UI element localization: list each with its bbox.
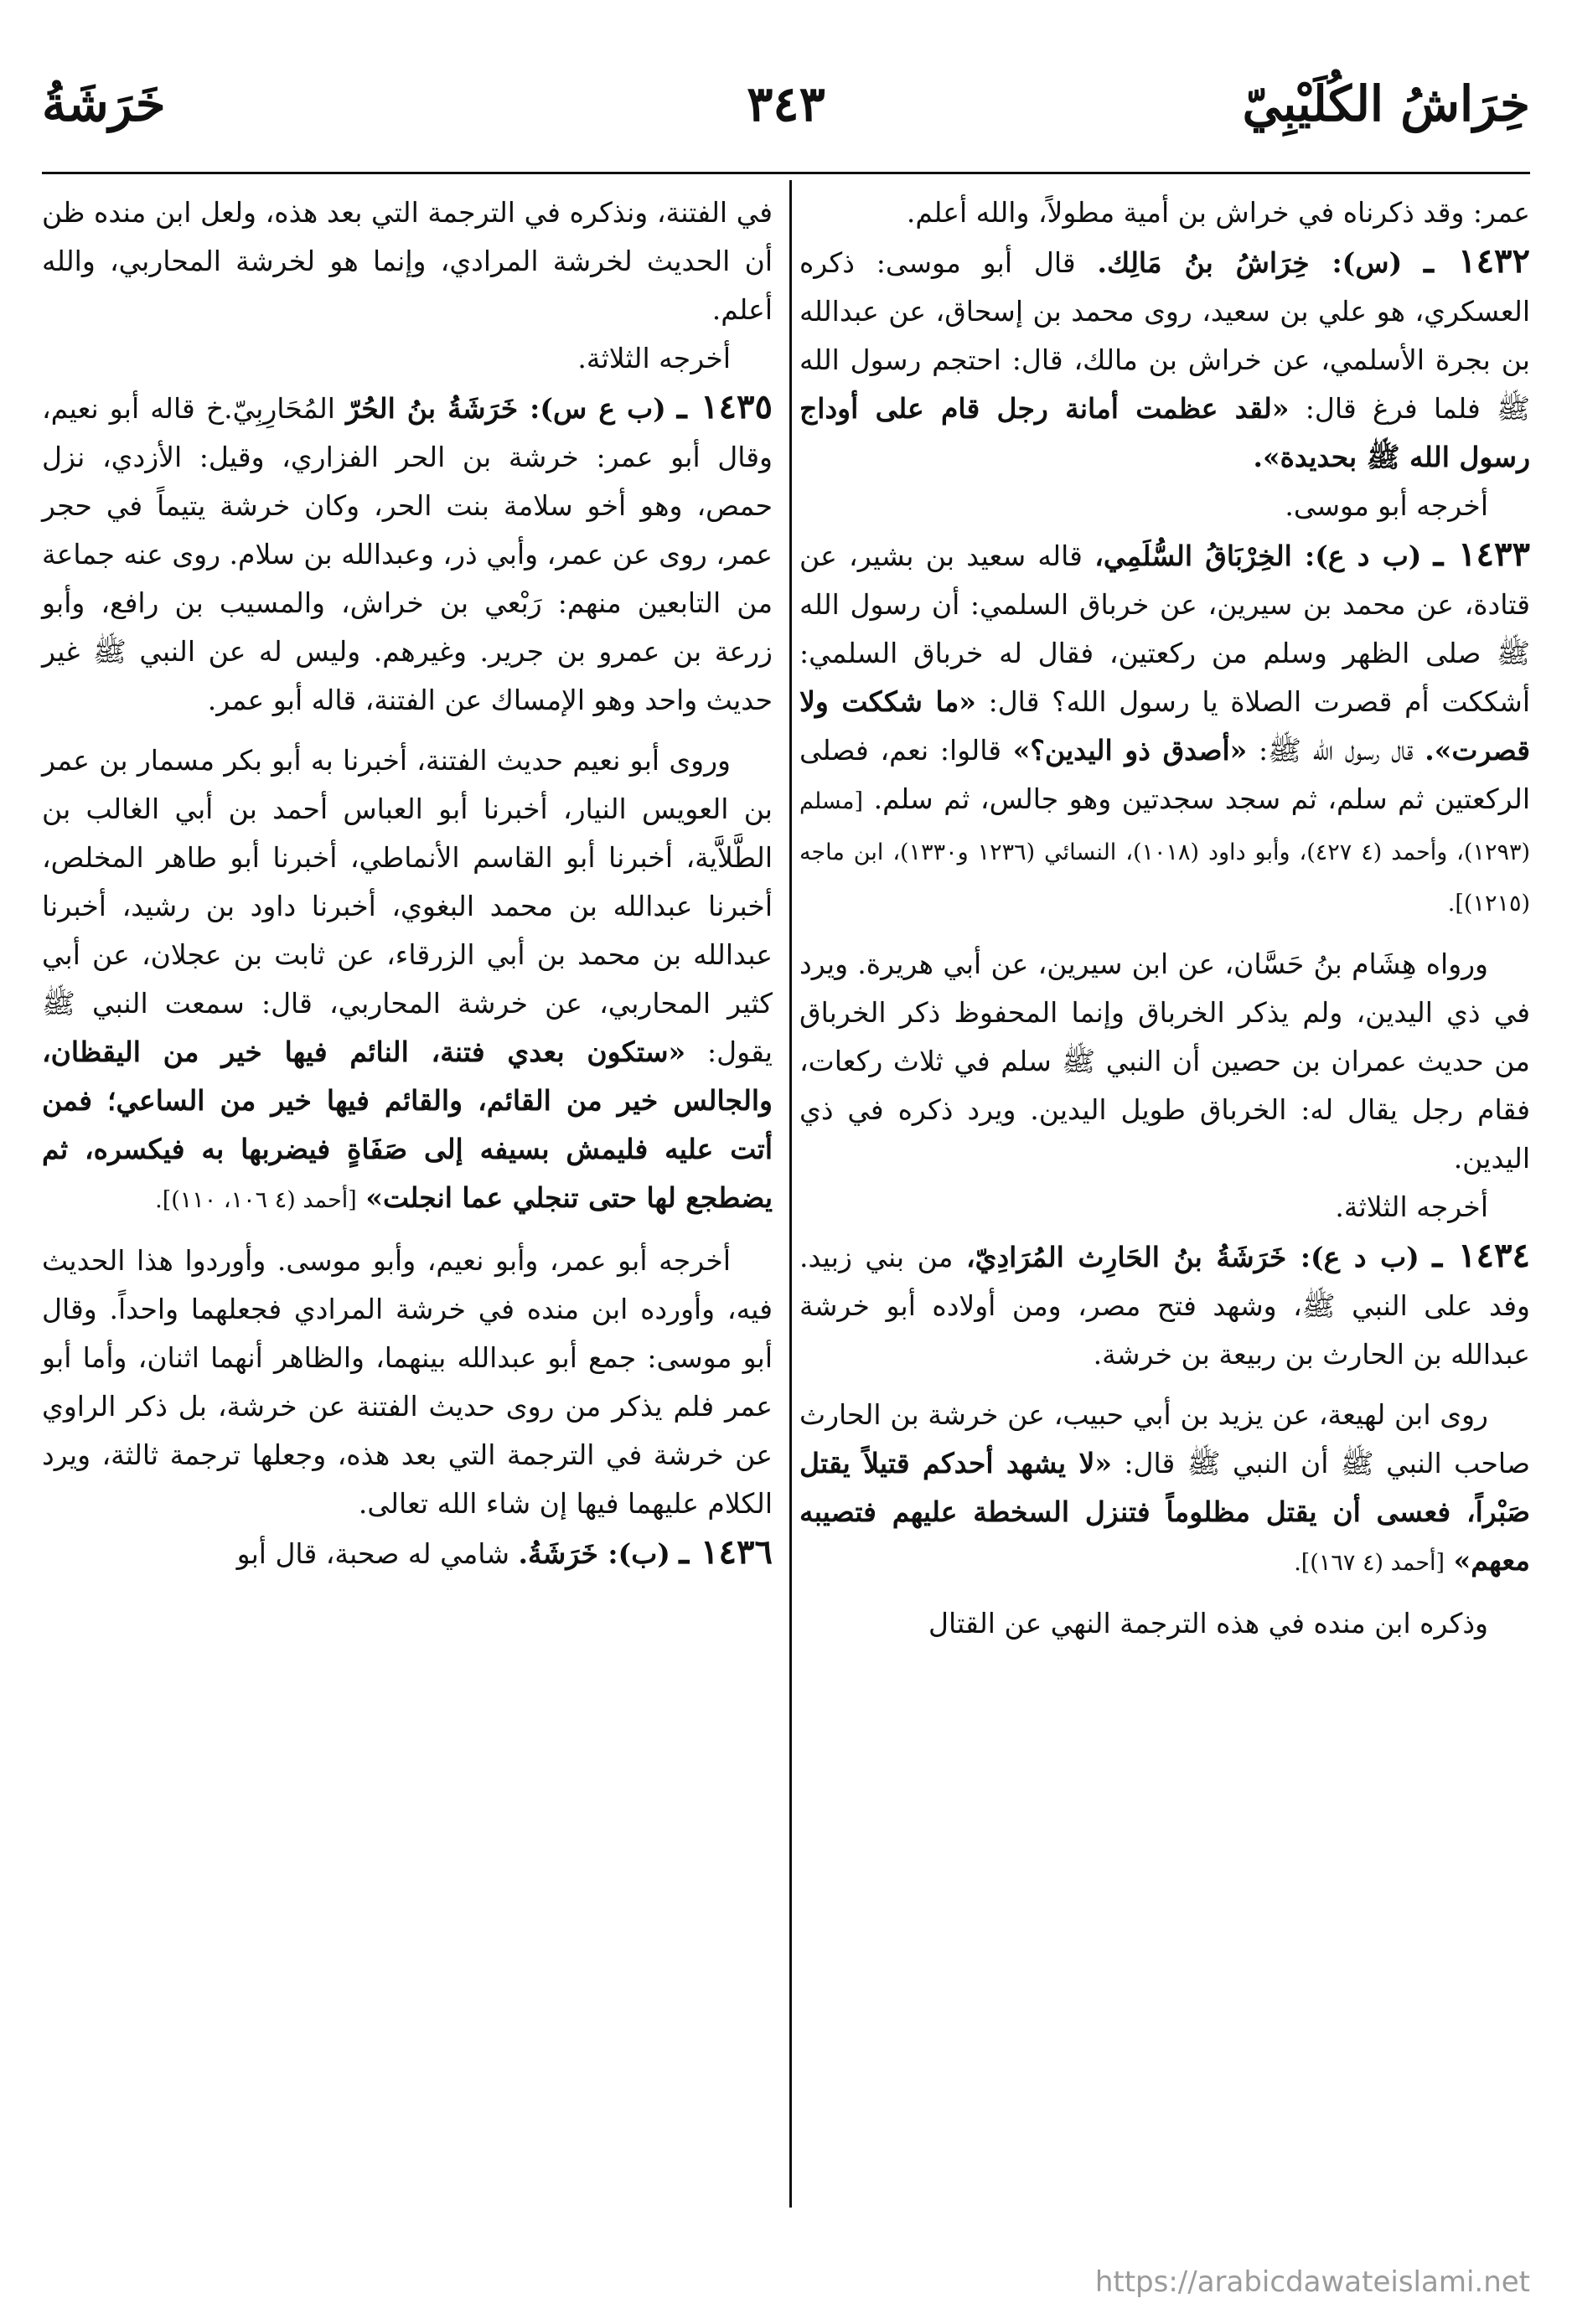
paragraph: وذكره ابن منده في هذه الترجمة النهي عن القتال — [928, 1607, 1488, 1640]
entry-text: قال رسول الله ﷺ: — [1258, 734, 1414, 767]
hadith-quote: «ما شككت ولا قصرت». — [799, 685, 1530, 767]
citation: [أحمد (٤ ١٠٦، ١١٠)]. — [155, 1187, 357, 1213]
watermark-url: https://arabicdawateislami.net — [1094, 2265, 1530, 2299]
paragraph-text: وروى أبو نعيم حديث الفتنة، أخبرنا به أبو بكر مسمار بن عمر بن العويس النيار، أخبرنا أبو العباس أحمد بن أبي الغالب بن الطَّلاَّية، أخبرنا أبو القاسم الأنماطي، أخبرنا أبو طاهر المخلص، أخبرنا عبدالله بن محمد البغوي، أخبرنا داود بن رشيد، أخبرنا عبدالله بن محمد بن أبي الزرقاء، عن ثابت بن عجلان، عن أبي كثير المحاربي، عن خرشة المحاربي، قال: سمعت النبي ﷺ يقول: — [42, 744, 773, 1068]
hadith-quote: «لقد عظمت أمانة رجل قام على أوداج رسول الله ﷺ بحديدة». — [799, 392, 1530, 473]
paragraph-gap — [799, 1379, 1530, 1391]
hadith-quote: «لا يشهد أحدكم قتيلاً يقتل صَبْراً، فعسى أن يقتل مظلوماً فتنزل السخطة عليهم فتصيبه معهم» — [799, 1447, 1530, 1577]
entry-1434 — [799, 1232, 1530, 1379]
header-rule — [42, 172, 1530, 174]
entry-1435 — [42, 383, 773, 725]
entry-1433 — [799, 530, 1530, 928]
entry-1432 — [799, 237, 1530, 482]
page-number: ٣٤٣ — [747, 75, 825, 132]
paragraph: عمر: وقد ذكرناه في خراش بن أمية مطولاً، والله أعلم. — [906, 196, 1530, 229]
entry-text: المُحَارِبِيّ.خ قاله أبو نعيم، وقال أبو عمر: خرشة بن الحر الفزاري، وقيل: الأزدي، نزل حمص، وهو أخو سلامة بنت الحر، وكان خرشة يتيماً في حجر عمر، روى عن عمر، وأبي ذر، وعبدالله بن سلام. روى عنه جماعة من التابعين منهم: رَبْعي بن خراش، والمسيب بن رافع، وأبو زرعة بن عمرو بن جرير. وغيرهم. وليس له عن النبي ﷺ غير حديث واحد وهو الإمساك عن الفتنة، قاله أبو عمر. — [42, 392, 773, 716]
paragraph-gap — [42, 725, 773, 736]
running-title-right: خِرَاشُ الكُلَيْبِيّ — [1242, 75, 1530, 132]
page-header — [42, 75, 1530, 151]
entry-number: ١٤٣٦ ـ — [679, 1532, 773, 1572]
entry-heading: (ب): خَرَشَةُ. — [518, 1537, 670, 1570]
entry-text: من بني زبيد. وفد على النبي ﷺ، وشهد فتح مصر، ومن أولاده أبو خرشة عبدالله بن الحارث بن ربيعة بن خرشة. — [799, 1241, 1530, 1371]
entry-text: قال أبو موسى: ذكره العسكري، هو علي بن سعيد، روى محمد بن إسحاق، عن عبدالله بن بجرة الأسلمي، عن خراش بن مالك، قال: احتجم رسول الله ﷺ فلما فرغ قال: — [799, 246, 1530, 425]
entry-1436 — [42, 1528, 773, 1578]
citation: [أحمد (٤ ١٦٧)]. — [1294, 1550, 1445, 1576]
right-column — [799, 189, 1530, 1648]
left-column — [42, 189, 773, 1578]
paragraph-text: روى ابن لهيعة، عن يزيد بن أبي حبيب، عن خرشة بن الحارث صاحب النبي ﷺ أن النبي ﷺ قال: — [799, 1398, 1530, 1480]
paragraph-gap — [799, 928, 1530, 940]
running-title-left: خَرَشَةُ — [42, 75, 166, 132]
attribution: أخرجه الثلاثة. — [1335, 1190, 1488, 1223]
hadith-quote: «ستكون بعدي فتنة، النائم فيها خير من اليقظان، والجالس خير من القائم، والقائم فيها خير من الساعي؛ فمن أتت عليه فليمش بسيفه إلى صَفَاةٍ فيضربها به فيكسره، ثم يضطجع لها حتى تنجلي عما انجلت» — [42, 1035, 773, 1214]
citation: [مسلم (١٢٩٣)، وأحمد (٤ ٤٢٧)، وأبو داود (١٠١٨)، النسائي (١٢٣٦ و١٣٣٠)، ابن ماجه (١٢١٥)]. — [799, 788, 1530, 917]
column-divider — [789, 180, 792, 2208]
entry-number: ١٤٣٥ ـ — [676, 387, 773, 426]
attribution: أخرجه أبو موسى. — [1285, 489, 1488, 522]
paragraph: أخرجه أبو عمر، وأبو نعيم، وأبو موسى. وأوردوا هذا الحديث فيه، وأورده ابن منده في خرشة المرادي فجعلهما واحداً. وقال أبو موسى: جمع أبو عبدالله بينهما، والظاهر أنهما اثنان، وأما أبو عمر فلم يذكر من روى حديث الفتنة عن خرشة، بل ذكر الراوي عن خرشة في الترجمة التي بعد هذه، وجعلها ترجمة ثالثة، ويرد الكلام عليهما فيها إن شاء الله تعالى. — [42, 1244, 773, 1520]
entry-number: ١٤٣٤ ـ — [1432, 1236, 1530, 1275]
paragraph: ورواه هِشَام بنُ حَسَّان، عن ابن سيرين، عن أبي هريرة. ويرد في ذي اليدين، ولم يذكر الخرباق وإنما المحفوظ ذكر الخرباق من حديث عمران بن حصين أن النبي ﷺ سلم في ثلاث ركعات، فقام رجل يقال له: الخرباق طويل اليدين. ويرد ذكره في ذي اليدين. — [799, 948, 1530, 1175]
paragraph — [799, 1391, 1530, 1588]
entry-heading: (ب د ع): خَرَشَةُ بنُ الحَارِث المُرَادِيّ، — [965, 1241, 1419, 1273]
entry-text: قاله سعيد بن بشير، عن قتادة، عن محمد بن سيرين، عن خرباق السلمي: أن رسول الله ﷺ صلى الظهر وسلم من ركعتين، فقال له خرباق السلمي: أشككت أم قصرت الصلاة يا رسول الله؟ قال: — [799, 540, 1530, 718]
paragraph — [42, 736, 773, 1225]
attribution: أخرجه الثلاثة. — [577, 342, 731, 374]
entry-heading: (ب ع س): خَرَشَةُ بنُ الحُرّ — [346, 392, 666, 425]
entry-heading: (س): خِرَاشُ بنُ مَالِك. — [1097, 246, 1403, 279]
hadith-quote: «أصدق ذو اليدين؟» — [1012, 734, 1248, 767]
entry-heading: (ب د ع): الخِرْبَاقُ السُّلَمِي، — [1094, 540, 1422, 572]
paragraph: في الفتنة، ونذكره في الترجمة التي بعد هذه، ولعل ابن منده ظن أن الحديث لخرشة المرادي، وإنما هو لخرشة المحاربي، والله أعلم. — [42, 196, 773, 326]
entry-number: ١٤٣٣ ـ — [1433, 535, 1530, 574]
entry-text: شامي له صحبة، قال أبو — [236, 1537, 509, 1570]
entry-number: ١٤٣٢ ـ — [1424, 241, 1531, 281]
paragraph-gap — [42, 1225, 773, 1237]
entry-text: قالوا: نعم، فصلى الركعتين ثم سلم، ثم سجد سجدتين وهو جالس، ثم سلم. — [799, 734, 1531, 815]
paragraph-gap — [799, 1588, 1530, 1599]
